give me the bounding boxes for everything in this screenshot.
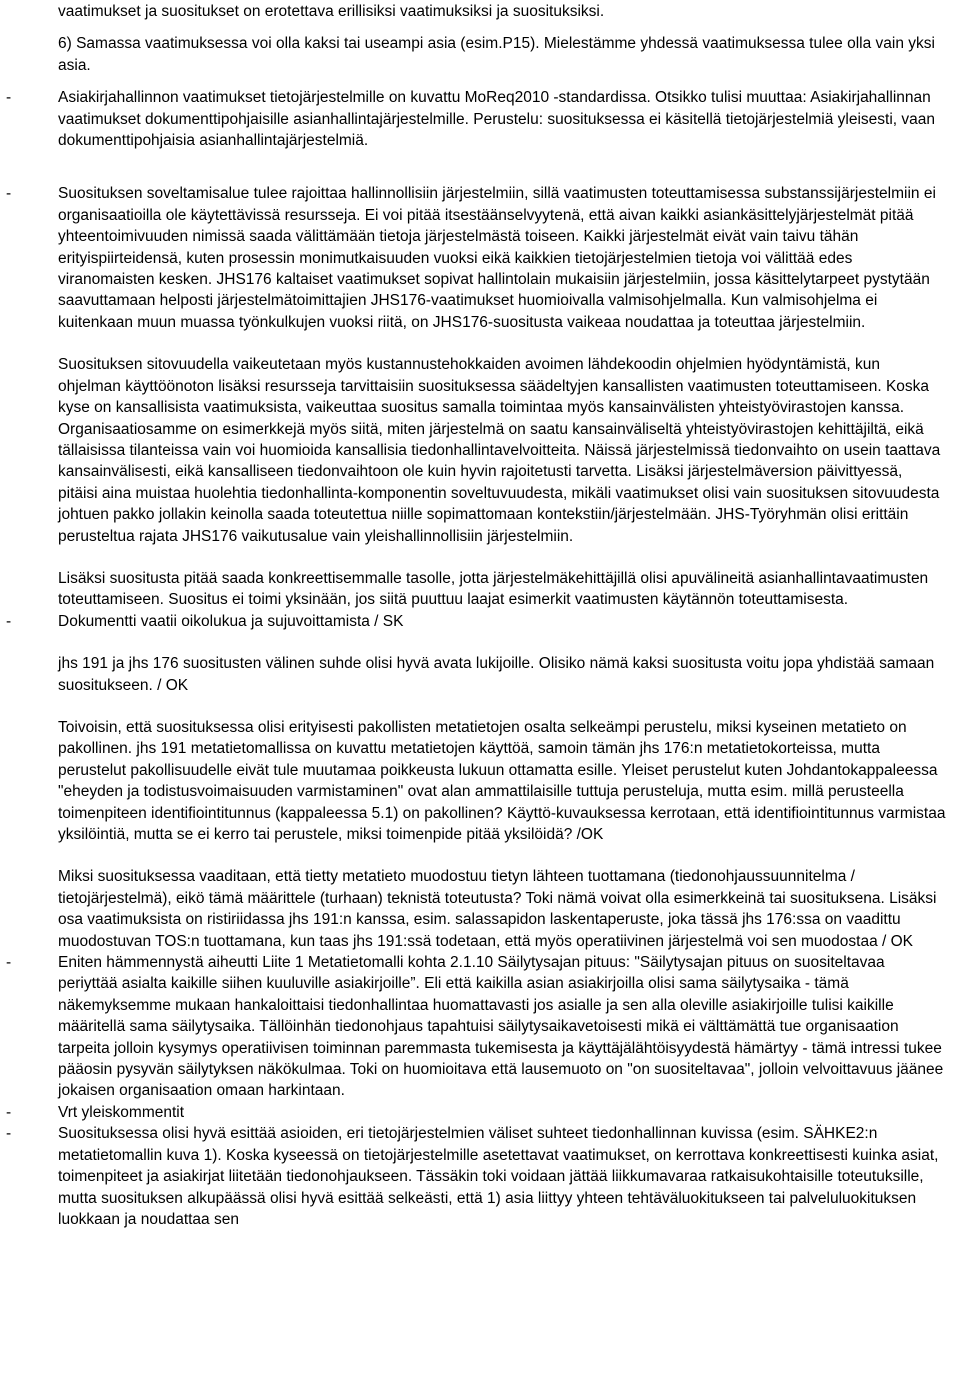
spacer: [0, 845, 960, 866]
list-item-text: Asiakirjahallinnon vaatimukset tietojärjestelmille on kuvattu MoReq2010 -standardissa. Otsikko tulisi muuttaa: Asiakirjahallinnan vaatimukset dokumenttipohjaisille asianhallintajärjestelmille. Perustelu: suosituksessa ei käsitellä tietojärjestelmiä yleisesti, vaan dokumenttipohjaisia asianhallintajärjestelmiä.: [58, 89, 936, 150]
paragraph: Suosituksen sitovuudella vaikeutetaan myös kustannustehokkaiden avoimen lähdekoodin ohjelmien hyödyntämistä, kun ohjelman käyttöönoton lisäksi resursseja tarvittaisiin suosituksessa säädeltyjen kansallisten vaatimusten toteuttamiseen. Koska kyse on kansallisista vaatimuksista, vaikeuttaa suositus samalla toimintaa myös kansainvälisten yhteistyövirastojen kanssa. Organisaatiosamme on esimerkkejä myös siitä, miten järjestelmä on saatu kansainväliseltä yhteistyövirastojen kehittäjiltä, eikä tällaisissa tilanteissa vain voi huomioida kansallisia tiedonhallintavelvoitteita. Näissä järjestelmissä tiedonvaihto on usein taattava kansainvälisesti, eikä kansalliseen tiedonvaihtoon ole kuin hyvin rajoitetusti tarvetta. Lisäksi järjestelmäversion päivittyessä, pitäisi aina muistaa huolehtia tiedonhallinta-komponentin soveltuvuudesta, mikäli vaatimukset olisi vain suosituksen sitovuudesta johtuen pakko jollakin keinolla saada toteutettua niille sopimattomaan kontekstiin/järjestelmään. JHS-Työryhmän olisi erittäin perusteltua rajata JHS176 vaikutusalue vain yleishallinnollisiin järjestelmiin.: [58, 356, 941, 545]
dash-bullet: -: [6, 954, 12, 972]
dash-bullet: -: [6, 1103, 12, 1121]
paragraph: 6) Samassa vaatimuksessa voi olla kaksi tai useampi asia (esim.P15). Mielestämme yhdessä vaatimuksessa tulee olla vain yksi asia.: [58, 35, 935, 74]
list-item-text: Suosituksen soveltamisalue tulee rajoittaa hallinnollisiin järjestelmiin, sillä vaatimusten toteuttamisessa substanssijärjestelmiin ei organisaatioilla ole käytettävissä resursseja. Ei voi pitää itsestäänselvyytenä, että aivan kaikki asiankäsittelyjärjestelmät pitää yhteentoimivuuden nimissä saada välittämään tietoja järjestelmästä toiseen. Kaikki järjestelmät eivät vain taivu tähän erityispiirteidensä, kuten prosessin monimutkaisuuden vuoksi eikä kaikkien tietojärjestelmien tietoja voi välittää edes viranomaisten kesken. JHS176 kaltaiset vaatimukset sopivat hallintolain mukaisiin järjestelmiin, jossa käsittelytarpeet pystytään saavuttamaan helposti järjestelmätoimittajien JHS176-vaatimukset huomioivalla valmisohjelmalla. Kun valmisohjelma ei kuitenkaan muun muassa työnkulkujen vuoksi riitä, on JHS176-suositusta vaikeaa noudattaa ja toteuttaa järjestelmiin.: [58, 185, 936, 331]
dash-list-item: [0, 611, 960, 632]
dash-list-item: [0, 952, 960, 1102]
list-item-text: Suosituksessa olisi hyvä esittää asioiden, eri tietojärjestelmien väliset suhteet tiedonhallinnan kuvissa (esim. SÄHKE2:n metatietomallin kuva 1). Koska kyseessä on tietojärjestelmille asetettavat vaatimukset, on kerrottava konkreettisesti kuinka asiat, toimenpiteet ja asiakirjat liitetään tiedonohjaukseen. Tässäkin toki voidaan jättää liikkumavaraa ratkaisukohtaisille toteutuksille, mutta suosituksen alkupäässä olisi hyvä esittää selkeästi, että 1) asia liittyy yhteen tehtäväluokitukseen tai palveluluokituksen luokkaan ja noudattaa sen: [58, 1125, 939, 1228]
dash-list-item: [0, 87, 960, 151]
dash-list-item: [0, 183, 960, 333]
list-item-text: Vrt yleiskommentit: [58, 1103, 185, 1121]
spacer: [0, 632, 960, 653]
dash-bullet: -: [6, 612, 12, 630]
spacer: [0, 22, 960, 33]
spacer: [0, 333, 960, 354]
spacer: [0, 151, 960, 183]
dash-bullet: -: [6, 185, 12, 203]
paragraph: Toivoisin, että suosituksessa olisi erityisesti pakollisten metatietojen osalta selkeämpi perustelu, miksi kyseinen metatieto on pakollinen. jhs 191 metatietomallissa on kuvattu metatietojen käyttöä, samoin tämän jhs 176:n metatietokorteissa, mutta perustelut pakollisuudelle eivät tule muutamaa poikkeusta lukuun ottamatta esille. Yleiset perustelut kuten Johdantokappaleessa "eheyden ja todistusvoimaisuuden varmistaminen" ovat alan ammattilaisille tuttuja perusteluja, mutta esim. millä perusteella toimenpiteen identifiointitunnus (kappaleessa 5.1) on pakollinen? Käyttö-kuvauksessa kerrotaan, että identifiointitunnus varmistaa yksilöintiä, mutta se ei kerro tai perustele, miksi toimenpide pitää yksilöidä? /OK: [58, 718, 946, 843]
paragraph: vaatimukset ja suositukset on erotettava erillisiksi vaatimuksiksi ja suosituksiksi.: [58, 3, 605, 20]
dash-bullet: -: [6, 1125, 12, 1143]
spacer: [0, 696, 960, 717]
dash-list-item: [0, 1123, 960, 1230]
list-item-text: Eniten hämmennystä aiheutti Liite 1 Metatietomalli kohta 2.1.10 Säilytysajan pituus: "Säilytysajan pituus on suositeltavaa periyttää asialta kaikille siihen kuuluville asiakirjoille”. Eli että kaikilla asian asiakirjoilla olisi sama säilytysaika - tämä näkemyksemme mukaan hankaloittaisi tiedonhallintaa huomattavasti jos asialle ja sen alla oleville asiakirjoille tulisi kaikille määritellä sama säilytysaika. Tällöinhän tiedonohjaus tapahtuisi säilytysaikavetoisesti mikä ei välttämättä tue organisaation tarpeita jolloin kysymys operatiivisen toiminnan paremmasta tukemisesta ja käyttäjälähtöisyydestä hämärtyy - tämä intressi tukee pääosin pysyvän säilytyksen näkökulmaa. Toki on huomioitava että lausemuoto on "on suositeltavaa", jolloin velvoittavuus jäänee jokaisen organisaation omaan harkintaan.: [58, 954, 944, 1100]
spacer: [0, 76, 960, 87]
dash-list-item: [0, 1102, 960, 1123]
paragraph: Miksi suosituksessa vaaditaan, että tietty metatieto muodostuu tietyn lähteen tuottamana (tiedonohjaussuunnitelma / tietojärjestelmä), eikö tämä määrittele (turhaan) teknistä toteutusta? Toki nämä voivat olla esimerkkeinä tai suosituksena. Lisäksi osa vaatimuksista on ristiriidassa jhs 191:n kanssa, esim. salassapidon laskentaperuste, joka tässä jhs 176:ssa on vaadittu muodostuvan TOS:n tuottamana, kun taas jhs 191:ssä todetaan, että myös operatiivinen järjestelmä voi sen muodostaa / OK: [58, 868, 937, 950]
list-item-text: Dokumentti vaatii oikolukua ja sujuvoittamista / SK: [58, 612, 404, 630]
dash-bullet: -: [6, 89, 12, 107]
spacer: [0, 547, 960, 568]
paragraph: jhs 191 ja jhs 176 suositusten välinen suhde olisi hyvä avata lukijoille. Olisiko nämä kaksi suositusta voitu jopa yhdistää samaan suositukseen. / OK: [58, 655, 935, 694]
paragraph: Lisäksi suositusta pitää saada konkreettisemmalle tasolle, jotta järjestelmäkehittäjillä olisi apuvälineitä asianhallintavaatimusten toteuttamiseen. Suositus ei toimi yksinään, jos siitä puuttuu laajat esimerkit vaatimusten käytännön toteuttamisesta.: [58, 569, 929, 609]
